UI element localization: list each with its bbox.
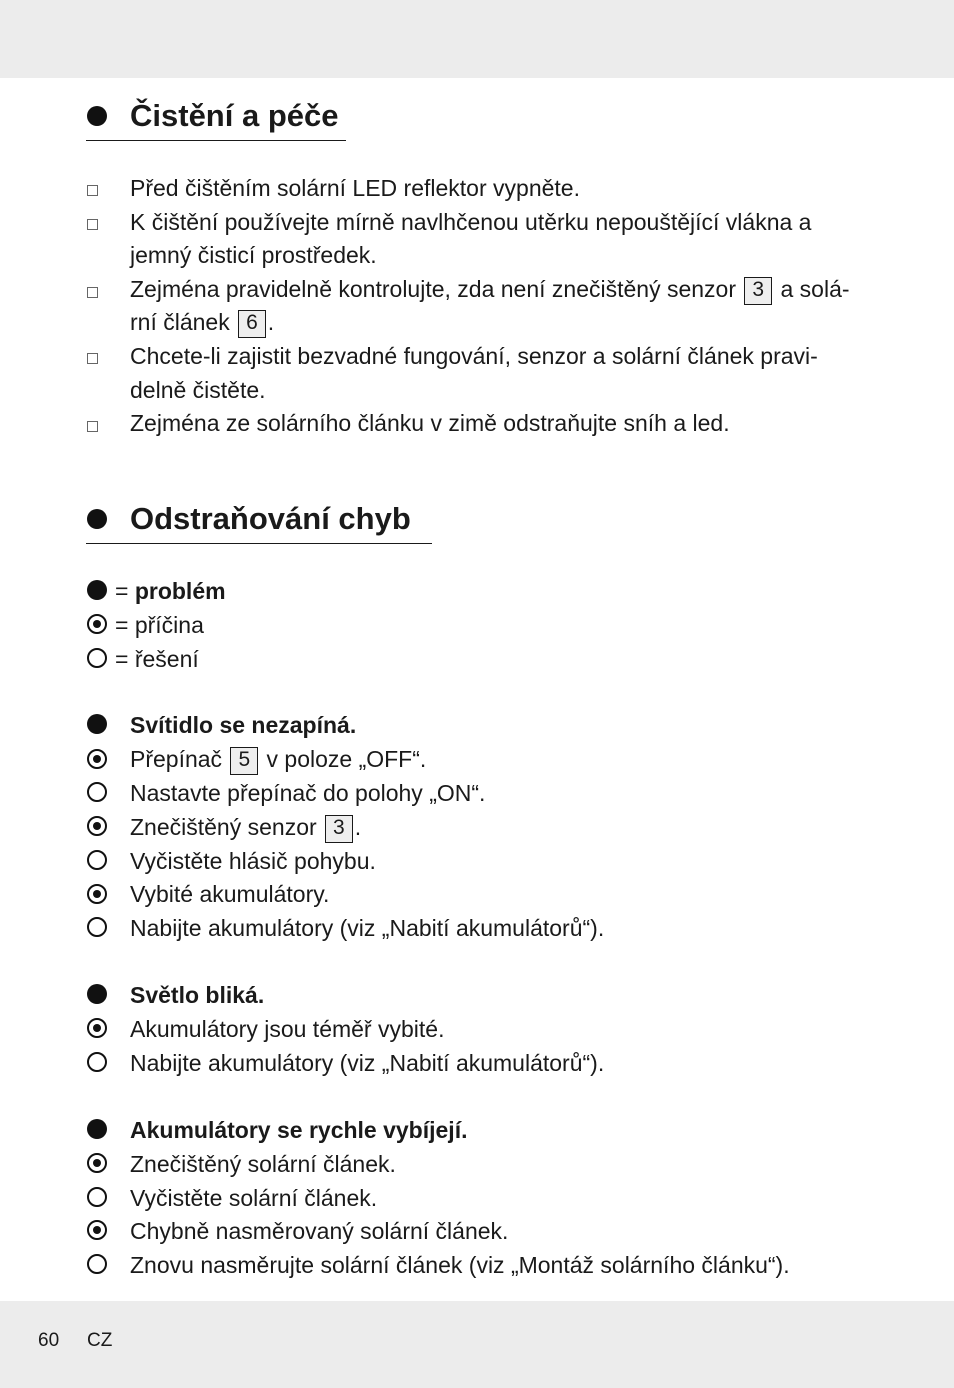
page-number: 60 [38,1330,60,1351]
cause-symbol-icon [87,749,107,769]
checkbox-icon [87,185,98,196]
problem-symbol-icon [87,984,107,1004]
cause-row: Akumulátory jsou téměř vybité. [130,1016,445,1042]
text-fragment: a solá- [780,276,850,302]
legend-label: problém [134,578,226,604]
list-item [130,274,850,305]
list-item: Před čištěním solární LED reflektor vypněte. [130,175,580,201]
solution-row: Vyčistěte solární článek. [130,1185,378,1211]
text-fragment: Přepínač [130,746,223,772]
checkbox-icon [87,219,98,230]
part-reference-box: 5 [230,747,258,775]
bullet-dot-icon [87,509,107,529]
bullet-dot-icon [87,106,107,126]
text-fragment: rní článek [130,309,230,335]
solution-row: Vyčistěte hlásič pohybu. [130,848,376,874]
equals-sign: = [115,612,129,638]
cause-symbol-icon [87,1220,107,1240]
section-title: Odstraňování chyb [130,501,411,536]
cause-row: Chybně nasměrovaný solární článek. [130,1218,509,1244]
part-reference-box: 3 [744,277,772,305]
list-item-continuation: delně čistěte. [130,377,266,403]
problem-heading: Svítidlo se nezapíná. [130,712,357,738]
cause-row: Znečištěný solární článek. [130,1151,396,1177]
section-heading-troubleshooting [86,499,432,544]
text-fragment: . [354,814,362,840]
text-fragment: v poloze „OFF“. [266,746,427,772]
legend-solution [115,644,199,674]
part-reference-box: 6 [238,310,266,338]
cause-symbol-icon [87,1018,107,1038]
problem-heading: Světlo bliká. [130,982,265,1008]
solution-symbol-icon [87,1052,107,1072]
problem-symbol-icon [87,1119,107,1139]
solution-row: Znovu nasměrujte solární článek (viz „Montáž solárního článku“). [130,1252,790,1278]
cause-symbol-icon [87,1153,107,1173]
text-fragment: . [267,309,275,335]
solution-symbol-icon [87,1187,107,1207]
cause-row [130,812,361,843]
bottom-margin-band [0,1301,954,1388]
problem-symbol-icon [87,714,107,734]
top-margin-band [0,0,954,78]
cause-row [130,744,426,775]
text-fragment: Znečištěný senzor [130,814,317,840]
text-fragment: Zejména pravidelně kontrolujte, zda není znečištěný senzor [130,276,737,302]
checkbox-icon [87,287,98,298]
part-reference-box: 3 [325,815,353,843]
section-title: Čistění a péče [130,98,339,133]
legend-problem [115,576,226,606]
solution-symbol-icon [87,648,107,668]
legend-label: příčina [134,612,204,638]
list-item-continuation: jemný čisticí prostředek. [130,242,377,268]
list-item: K čištění používejte mírně navlhčenou utěrku nepouštějící vlákna a [130,209,812,235]
cause-symbol-icon [87,614,107,634]
checkbox-icon [87,421,98,432]
cause-symbol-icon [87,816,107,836]
solution-symbol-icon [87,1254,107,1274]
checkbox-icon [87,353,98,364]
problem-symbol-icon [87,580,107,600]
solution-row: Nastavte přepínač do polohy „ON“. [130,780,486,806]
problem-heading: Akumulátory se rychle vybíjejí. [130,1117,468,1143]
solution-row: Nabijte akumulátory (viz „Nabití akumulátorů“). [130,1050,605,1076]
solution-row: Nabijte akumulátory (viz „Nabití akumulátorů“). [130,915,605,941]
list-item: Chcete-li zajistit bezvadné fungování, senzor a solární článek pravi- [130,343,818,369]
cause-row: Vybité akumulátory. [130,881,330,907]
section-heading-cleaning [86,96,346,141]
solution-symbol-icon [87,782,107,802]
equals-sign: = [115,578,129,604]
cause-symbol-icon [87,884,107,904]
equals-sign: = [115,646,129,672]
list-item-continuation [130,307,274,338]
solution-symbol-icon [87,850,107,870]
language-code: CZ [87,1330,113,1351]
solution-symbol-icon [87,917,107,937]
legend-cause [115,610,204,640]
list-item: Zejména ze solárního článku v zimě odstraňujte sníh a led. [130,410,730,436]
legend-label: řešení [134,646,199,672]
